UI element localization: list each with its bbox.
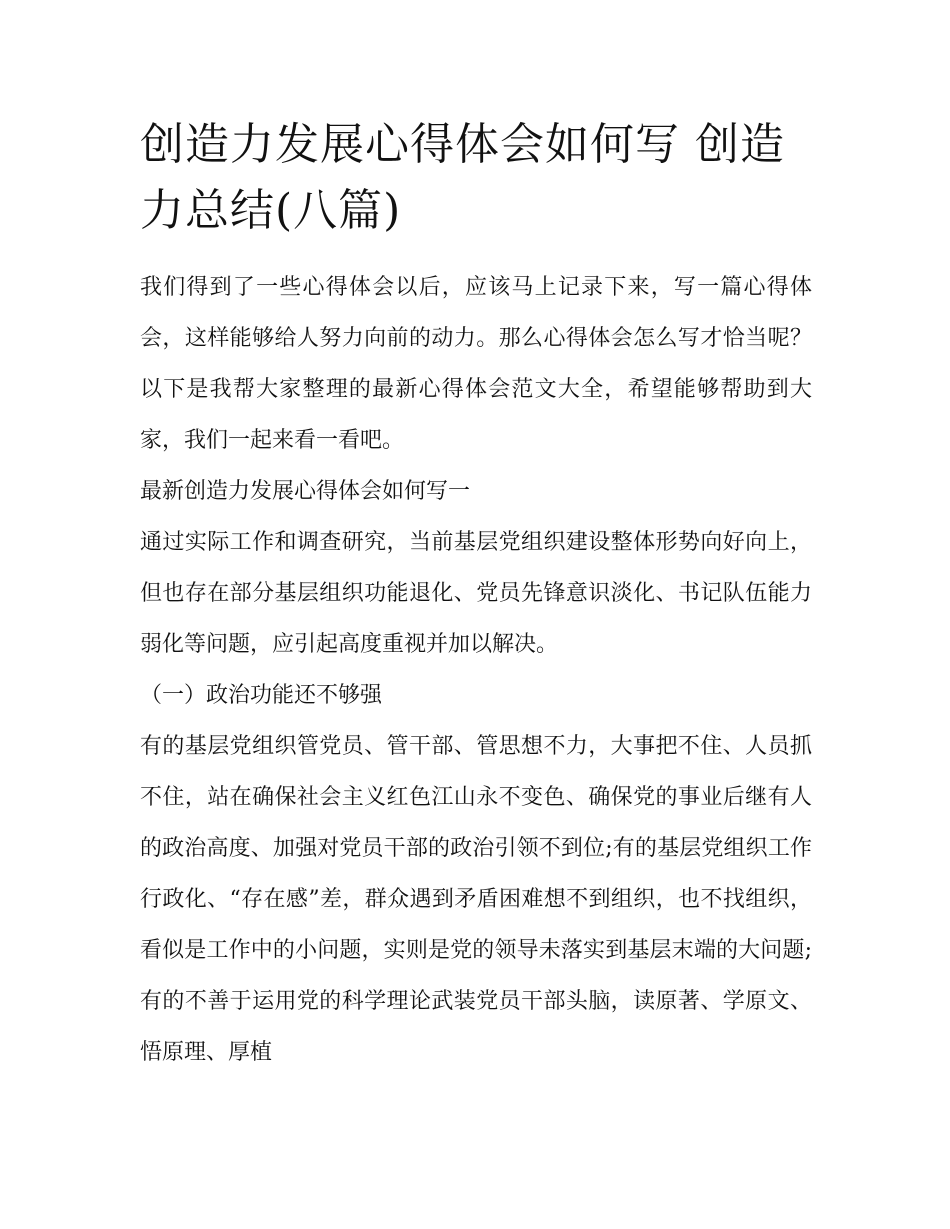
- document-title: 创造力发展心得体会如何写 创造力总结(八篇): [140, 119, 785, 236]
- body-paragraph-2: 有的基层党组织管党员、管干部、管思想不力，大事把不住、人员抓不住，站在确保社会主义红色江山永不变色、确保党的事业后继有人的政治高度、加强对党员干部的政治引领不到位;有的基层党组织工作行政化、“存在感”差，群众遇到矛盾困难想不到组织，也不找组织，看似是工作中的小问题，实则是党的领导未落实到基层末端的大问题;有的不善于运用党的科学理论武装党员干部头脑，读原著、学原文、悟原理、厚植: [140, 734, 812, 1065]
- subheading-1: （一）政治功能还不够强: [140, 683, 383, 708]
- body-paragraph-1: 通过实际工作和调查研究，当前基层党组织建设整体形势向好向上，但也存在部分基层组织功能退化、党员先锋意识淡化、书记队伍能力弱化等问题，应引起高度重视并加以解决。: [140, 530, 812, 657]
- document-body: [140, 112, 812, 1078]
- section-heading: 最新创造力发展心得体会如何写一: [140, 479, 471, 504]
- intro-paragraph: 我们得到了一些心得体会以后，应该马上记录下来，写一篇心得体会，这样能够给人努力向前的动力。那么心得体会怎么写才恰当呢？以下是我帮大家整理的最新心得体会范文大全，希望能够帮助到大家，我们一起来看一看吧。: [140, 275, 812, 453]
